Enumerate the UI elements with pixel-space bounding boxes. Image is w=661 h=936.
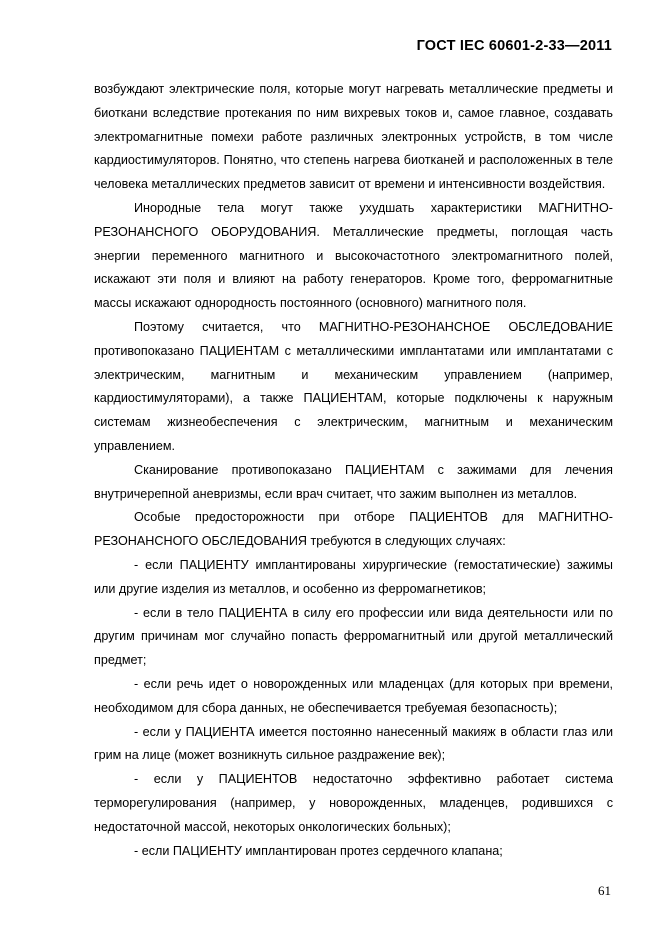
paragraph-foreign-bodies: Инородные тела могут также ухудшать характеристики МАГНИТНО-РЕЗОНАНСНОГО ОБОРУДОВАНИЯ. Металлические предметы, поглощая часть энергии переменного магнитного и высокочастотного электромагнитного полей, искажают эти поля и влияют на работу генераторов. Кроме того, ферромагнитные массы искажают однородность постоянного (основного) магнитного поля. <box>94 200 613 311</box>
paragraph-contraindication: Поэтому считается, что МАГНИТНО-РЕЗОНАНСНОЕ ОБСЛЕДОВАНИЕ противопоказано ПАЦИЕНТАМ с металлическими имплантатами или имплантатами с электрическим, магнитным и механическим управлением (например, кардиостимуляторами), а также ПАЦИЕНТАМ, которые подключены к наружным системам жизнеобеспечения с электрическим, магнитным и механическим управлением. <box>94 319 613 453</box>
list-item: - если у ПАЦИЕНТОВ недостаточно эффективно работает система терморегулирования (например, у новорожденных, младенцев, родившихся с недостаточной массой, некоторых онкологических больных); <box>94 772 613 834</box>
list-item: - если речь идет о новорожденных или младенцах (для которых при времени, необходимом для сбора данных, не обеспечивается требуемая безопасность); <box>94 676 613 715</box>
list-item: - если ПАЦИЕНТУ имплантирован протез сердечного клапана; <box>134 843 503 858</box>
page-number: 61 <box>598 883 611 898</box>
list-item: - если ПАЦИЕНТУ имплантированы хирургические (гемостатические) зажимы или другие изделия из металлов, и особенно из ферромагнетиков; <box>94 557 613 596</box>
document-header: ГОСТ IEC 60601-2-33—2011 <box>416 38 612 54</box>
paragraph-precautions-intro: Особые предосторожности при отборе ПАЦИЕНТОВ для МАГНИТНО-РЕЗОНАНСНОГО ОБСЛЕДОВАНИЯ требуются в следующих случаях: <box>94 510 613 549</box>
list-item: - если в тело ПАЦИЕНТА в силу его профессии или вида деятельности или по другим причинам мог случайно попасть ферромагнитный или другой металлический предмет; <box>94 605 613 668</box>
list-item: - если у ПАЦИЕНТА имеется постоянно нанесенный макияж в области глаз или грим на лице (может возникнуть сильное раздражение век); <box>94 724 613 763</box>
document-body <box>94 78 613 863</box>
paragraph-aneurysm-clips: Сканирование противопоказано ПАЦИЕНТАМ с зажимами для лечения внутричерепной аневризмы, если врач считает, что зажим выполнен из металлов. <box>94 462 613 501</box>
paragraph-continuation: возбуждают электрические поля, которые могут нагревать металлические предметы и биоткани вследствие протекания по ним вихревых токов и, самое главное, создавать электромагнитные помехи работе различных электронных устройств, в том числе кардиостимуляторов. Понятно, что степень нагрева биотканей и расположенных в теле человека металлических предметов зависит от времени и интенсивности воздействия. <box>94 82 613 192</box>
